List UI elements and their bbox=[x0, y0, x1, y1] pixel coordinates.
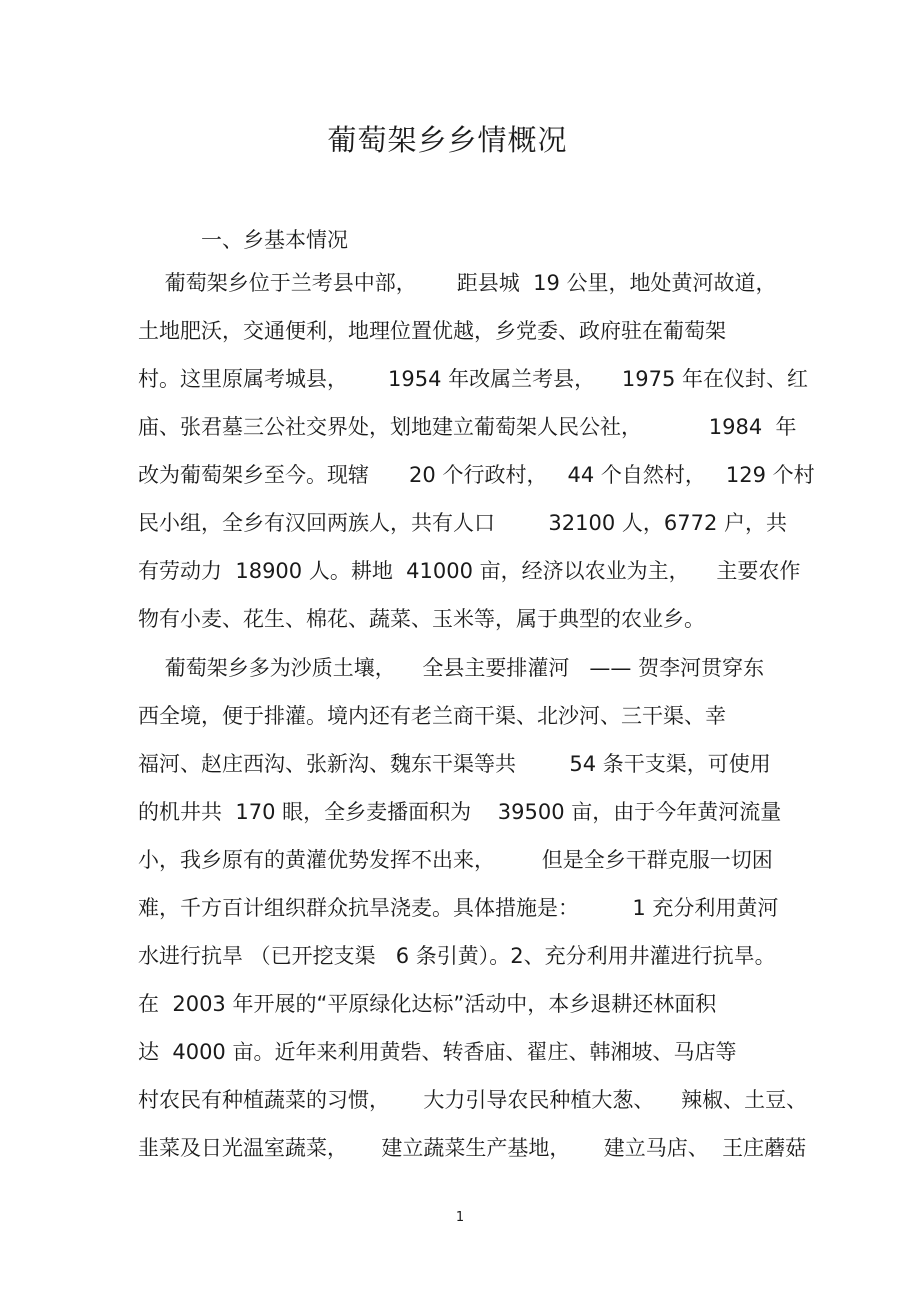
body-line: 民小组，全乡有汉回两族人，共有人口 32100 人，6772 户，共 bbox=[138, 511, 787, 535]
body-line: 葡萄架乡位于兰考县中部， 距县城 19 公里，地处黄河故道， bbox=[138, 271, 777, 295]
body-line: 在 2003 年开展的“平原绿化达标”活动中，本乡退耕还林面积 bbox=[138, 992, 717, 1016]
document-title: 葡萄架乡乡情概况 bbox=[327, 123, 568, 157]
body-line: 水进行抗旱 （已开挖支渠 6 条引黄）。2、充分利用井灌进行抗旱。 bbox=[138, 944, 776, 968]
body-line: 韭菜及日光温室蔬菜， 建立蔬菜生产基地， 建立马店、 王庄蘑菇 bbox=[138, 1136, 807, 1160]
body-line: 土地肥沃，交通便利，地理位置优越，乡党委、政府驻在葡萄架 bbox=[138, 319, 726, 343]
body-line: 达 4000 亩。近年来利用黄砦、转香庙、翟庄、韩湘坡、马店等 bbox=[138, 1040, 737, 1064]
body-line: 小，我乡原有的黄灌优势发挥不出来， 但是全乡干群克服一切困 bbox=[138, 848, 773, 872]
body-line: 有劳动力 18900 人。耕地 41000 亩，经济以农业为主， 主要农作 bbox=[138, 559, 801, 583]
body-line: 庙、张君墓三公社交界处，划地建立葡萄架人民公社， 1984 年 bbox=[138, 415, 797, 439]
body-line: 难，千方百计组织群众抗旱浇麦。具体措施是： 1 充分利用黄河 bbox=[138, 896, 779, 920]
body-line: 村农民有种植蔬菜的习惯， 大力引导农民种植大葱、 辣椒、土豆、 bbox=[138, 1088, 808, 1112]
body-line: 葡萄架乡多为沙质土壤， 全县主要排灌河 —— 贺李河贯穿东 bbox=[138, 656, 765, 680]
body-line: 的机井共 170 眼，全乡麦播面积为 39500 亩，由于今年黄河流量 bbox=[138, 800, 782, 824]
section-heading: 一、乡基本情况 bbox=[201, 228, 348, 252]
body-line: 物有小麦、花生、棉花、蔬菜、玉米等，属于典型的农业乡。 bbox=[138, 607, 705, 631]
body-line: 村。这里原属考城县， 1954 年改属兰考县， 1975 年在仪封、红 bbox=[138, 367, 808, 391]
body-line: 福河、赵庄西沟、张新沟、魏东干渠等共 54 条干支渠，可使用 bbox=[138, 752, 771, 776]
body-line: 改为葡萄架乡至今。现辖 20 个行政村， 44 个自然村， 129 个村 bbox=[138, 463, 815, 487]
page-number: 1 bbox=[455, 1210, 465, 1225]
body-line: 西全境，便于排灌。境内还有老兰商干渠、北沙河、三干渠、幸 bbox=[138, 704, 726, 728]
